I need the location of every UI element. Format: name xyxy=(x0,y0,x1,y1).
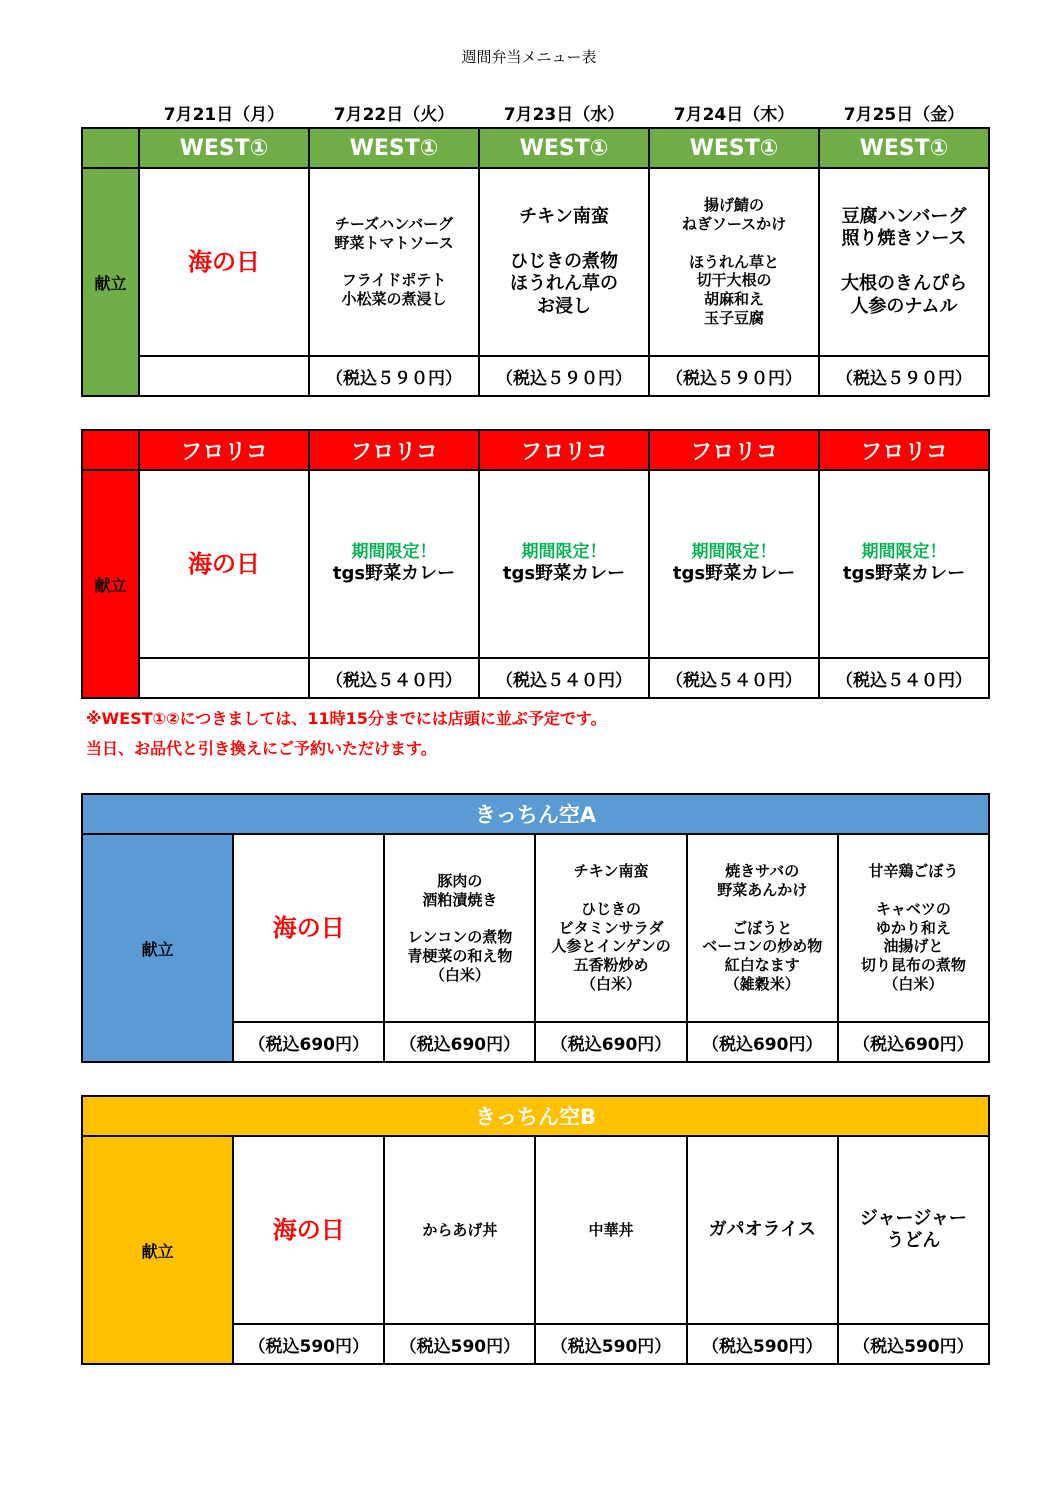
date-header-row xyxy=(139,100,989,124)
sora-a-vendor-header: きっちん空A xyxy=(82,794,989,834)
west-vendor-tue: WEST① xyxy=(309,128,479,168)
west-price-mon xyxy=(139,356,309,396)
sora-b-menu-table xyxy=(81,1095,990,1365)
west-price-thu: （税込５９０円） xyxy=(649,356,819,396)
west-row-label: 献立 xyxy=(82,168,139,396)
sora-a-price-thu: （税込690円） xyxy=(687,1022,838,1062)
sora-b-price-tue: （税込590円） xyxy=(384,1324,535,1364)
limited-label: 期間限定！ xyxy=(521,542,607,563)
west-vendor-wed: WEST① xyxy=(479,128,649,168)
west-price-wed: （税込５９０円） xyxy=(479,356,649,396)
holiday-label: 海の日 xyxy=(272,1216,345,1244)
west-vendor-fri: WEST① xyxy=(819,128,989,168)
curry-label: tgs野菜カレー xyxy=(842,563,966,585)
floriko-vendor-wed: フロリコ xyxy=(479,430,649,470)
holiday-label: 海の日 xyxy=(272,914,345,942)
sora-a-price-tue: （税込690円） xyxy=(384,1022,535,1062)
date-fri: 7月25日（金） xyxy=(843,105,965,125)
floriko-vendor-mon: フロリコ xyxy=(139,430,309,470)
sora-a-menu-table xyxy=(81,793,990,1063)
floriko-price-tue: （税込５４０円） xyxy=(309,658,479,698)
sora-b-menu-wed: 中華丼 xyxy=(535,1136,686,1324)
west-menu-thu: 揚げ鯖の ねぎソースかけ ほうれん草と 切干大根の 胡麻和え 玉子豆腐 xyxy=(649,168,819,356)
sora-a-menu-wed: チキン南蛮 ひじきの ビタミンサラダ 人参とインゲンの 五香粉炒め （白米） xyxy=(535,834,686,1022)
floriko-menu-wed xyxy=(479,470,649,658)
floriko-price-wed: （税込５４０円） xyxy=(479,658,649,698)
west-corner-cell xyxy=(82,128,139,168)
floriko-price-thu: （税込５４０円） xyxy=(649,658,819,698)
floriko-vendor-fri: フロリコ xyxy=(819,430,989,470)
floriko-vendor-thu: フロリコ xyxy=(649,430,819,470)
west-vendor-thu: WEST① xyxy=(649,128,819,168)
floriko-menu-tue xyxy=(309,470,479,658)
sora-b-menu-fri: ジャージャー うどん xyxy=(838,1136,989,1324)
west-price-tue: （税込５９０円） xyxy=(309,356,479,396)
note-line-1: ※WEST①②につきましては、11時15分までには店頭に並ぶ予定です。 xyxy=(86,709,607,728)
limited-label: 期間限定！ xyxy=(861,542,947,563)
limited-label: 期間限定！ xyxy=(691,542,777,563)
west-menu-fri: 豆腐ハンバーグ 照り焼きソース 大根のきんぴら 人参のナムル xyxy=(819,168,989,356)
date-thu: 7月24日（木） xyxy=(673,105,795,125)
sora-a-menu-mon xyxy=(233,834,384,1022)
west-vendor-mon: WEST① xyxy=(139,128,309,168)
curry-label: tgs野菜カレー xyxy=(332,563,456,585)
floriko-row-label: 献立 xyxy=(82,470,139,698)
date-wed: 7月23日（水） xyxy=(503,105,625,125)
floriko-menu-table xyxy=(81,429,990,699)
floriko-menu-mon xyxy=(139,470,309,658)
sora-a-menu-tue: 豚肉の 酒粕漬焼き レンコンの煮物 青梗菜の和え物 （白米） xyxy=(384,834,535,1022)
sora-b-price-mon: （税込590円） xyxy=(233,1324,384,1364)
holiday-label: 海の日 xyxy=(188,550,260,578)
sora-b-price-thu: （税込590円） xyxy=(687,1324,838,1364)
curry-label: tgs野菜カレー xyxy=(502,563,626,585)
page-title: 週間弁当メニュー表 xyxy=(461,48,597,66)
holiday-label: 海の日 xyxy=(188,248,260,276)
west-menu-wed: チキン南蛮 ひじきの煮物 ほうれん草の お浸し xyxy=(479,168,649,356)
floriko-price-fri: （税込５４０円） xyxy=(819,658,989,698)
sora-b-menu-tue: からあげ丼 xyxy=(384,1136,535,1324)
floriko-menu-fri xyxy=(819,470,989,658)
sora-a-menu-thu: 焼きサバの 野菜あんかけ ごぼうと ベーコンの炒め物 紅白なます （雑穀米） xyxy=(687,834,838,1022)
limited-label: 期間限定！ xyxy=(351,542,437,563)
sora-a-price-mon: （税込690円） xyxy=(233,1022,384,1062)
floriko-menu-thu xyxy=(649,470,819,658)
sora-b-price-fri: （税込590円） xyxy=(838,1324,989,1364)
west-menu-tue: チーズハンバーグ 野菜トマトソース フライドポテト 小松菜の煮浸し xyxy=(309,168,479,356)
sora-a-price-wed: （税込690円） xyxy=(535,1022,686,1062)
curry-label: tgs野菜カレー xyxy=(672,563,796,585)
sora-b-price-wed: （税込590円） xyxy=(535,1324,686,1364)
west-menu-table xyxy=(81,127,990,397)
sora-b-vendor-header: きっちん空B xyxy=(82,1096,989,1136)
note-line-2: 当日、お品代と引き換えにご予約いただけます。 xyxy=(86,739,437,758)
west-menu-mon xyxy=(139,168,309,356)
sora-a-row-label: 献立 xyxy=(82,834,233,1062)
sora-a-menu-fri: 甘辛鶏ごぼう キャベツの ゆかり和え 油揚げと 切り昆布の煮物 （白米） xyxy=(838,834,989,1022)
floriko-vendor-tue: フロリコ xyxy=(309,430,479,470)
sora-b-menu-thu: ガパオライス xyxy=(687,1136,838,1324)
date-mon: 7月21日（月） xyxy=(163,105,285,125)
date-tue: 7月22日（火） xyxy=(333,105,455,125)
sora-b-menu-mon xyxy=(233,1136,384,1324)
sora-a-price-fri: （税込690円） xyxy=(838,1022,989,1062)
west-price-fri: （税込５９０円） xyxy=(819,356,989,396)
floriko-price-mon xyxy=(139,658,309,698)
floriko-corner-cell xyxy=(82,430,139,470)
sora-b-row-label: 献立 xyxy=(82,1136,233,1364)
